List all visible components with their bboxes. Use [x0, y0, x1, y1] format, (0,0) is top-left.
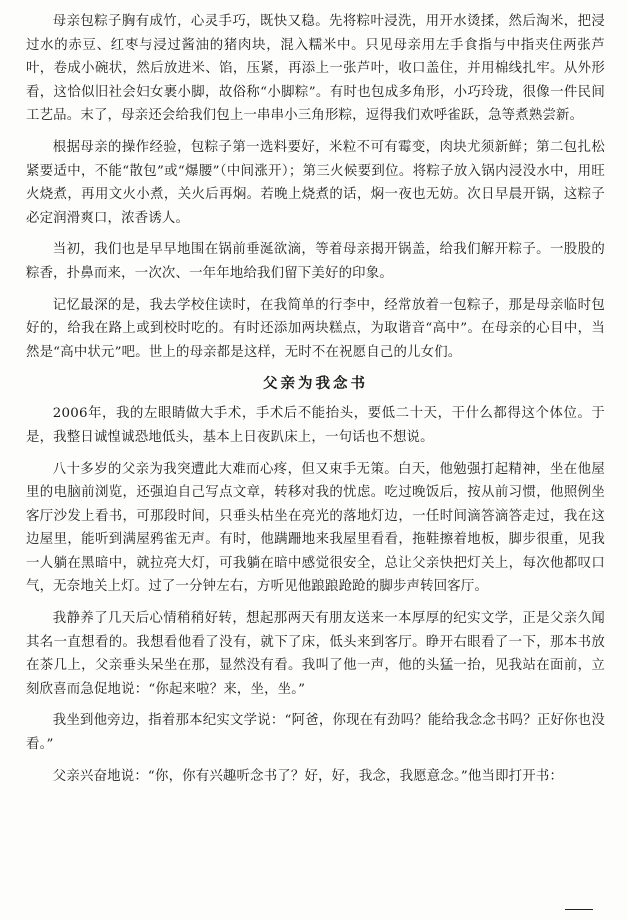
paragraph: 八十多岁的父亲为我突遭此大难而心疼，但又束手无策。白天，他勉强打起精神，坐在他屋里的电脑前浏览，还强迫自己写点文章，转移对我的忧虑。吃过晚饭后，按从前习惯，他照例坐客厅沙发上看书，可那段时间，只垂头枯坐在亮光的落地灯边，一任时间滴答滴答走过，我在这边屋里，能听到满屋鸦雀无声。有时，他蹒跚地来我屋里看看，拖鞋擦着地板，脚步很重，见我一人躺在黑暗中，就拉亮大灯，可我躺在暗中感觉很安全，总让父亲快把灯关上，每次他都叹口气，无奈地关上灯。过了一分钟左右，方听见他踉踉跄跄的脚步声转回客厅。 [26, 461, 605, 595]
paragraph: 2006年，我的左眼睛做大手术，手术后不能抬头，要低二十天，干什么都得这个体位。于是，我整日诚惶诚恐地低头，基本上日夜趴床上，一句话也不想说。 [26, 406, 605, 445]
page-footer-rule [565, 909, 593, 910]
section-title: 父亲为我念书 [263, 375, 368, 393]
paragraph: 当初，我们也是早早地围在锅前垂涎欲滴，等着母亲揭开锅盖，给我们解开粽子。一股股的粽香，扑鼻而来，一次次、一年年地给我们留下美好的印象。 [26, 242, 605, 281]
paragraph: 记忆最深的是，我去学校住读时，在我简单的行李中，经常放着一包粽子，那是母亲临时包好的，给我在路上或到校时吃的。有时还添加两块糕点，为取谐音“高中”。在母亲的心目中，当然是“高中状元”吧。世上的母亲都是这样，无时不在祝愿自己的儿女们。 [26, 297, 605, 360]
paragraph: 父亲兴奋地说：“你，你有兴趣听念书了？好，好，我念，我愿意念。”他当即打开书： [52, 768, 564, 784]
paragraph: 根据母亲的操作经验，包粽子第一选料要好，米粒不可有霉变，肉块尤须新鲜；第二包扎松紧要适中，不能“散包”或“爆腰”（中间涨开）；第三火候要到位。将粽子放入锅内浸没水中，用旺火烧煮，再用文火小煮，关火后再焖。若晚上烧煮的话，焖一夜也无妨。次日早晨开锅，这粽子必定润滑爽口，浓香诱人。 [26, 139, 605, 226]
paragraph: 我坐到他旁边，指着那本纪实文学说：“阿爸，你现在有劲吗？能给我念念书吗？正好你也没看。” [26, 713, 605, 753]
paragraph: 母亲包粽子胸有成竹，心灵手巧，既快又稳。先将粽叶浸洗，用开水烫揉，然后淘米，把浸过水的赤豆、红枣与浸过酱油的猪肉块，混入糯米中。只见母亲用左手食指与中指夹住两张芦叶，卷成小碗状，然后放进米、馅，压紧，再添上一张芦叶，收口盖住，并用棉线扎牢。从外形看，这恰似旧社会妇女裹小脚，故俗称“小脚粽”。有时也包成多角形，小巧玲珑，很像一件民间工艺品。末了，母亲还会给我们包上一串串小三角形粽，逗得我们欢呼雀跃，急等煮熟尝新。 [26, 14, 605, 124]
paragraph: 我静养了几天后心情稍稍好转，想起那两天有朋友送来一本厚厚的纪实文学，正是父亲久闻其名一直想看的。我想看他看了没有，就下了床，低头来到客厅。睁开右眼看了一下，那本书放在茶几上，父亲垂头呆坐在那，显然没有看。我叫了他一声，他的头猛一抬，见我站在面前，立刻欣喜而急促地说：“你起来啦？来，坐，坐。” [26, 611, 605, 697]
